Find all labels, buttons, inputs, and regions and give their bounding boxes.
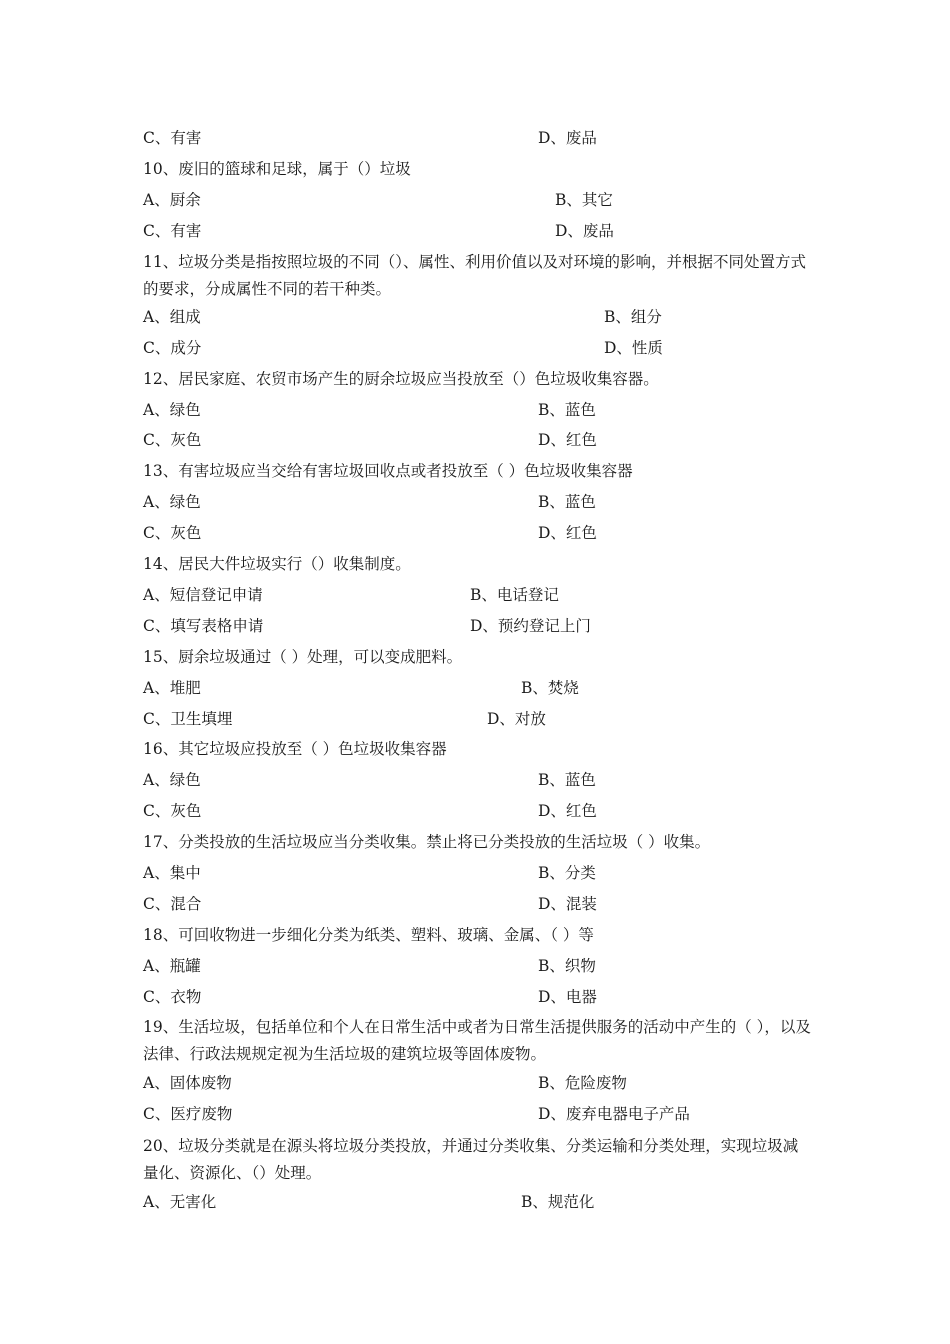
option-text: A、绿色 (143, 771, 201, 789)
option-text: A、组成 (143, 308, 201, 326)
question-text: 15、厨余垃圾通过（ ）处理，可以变成肥料。 (143, 648, 463, 666)
option-text: B、织物 (538, 957, 596, 975)
option-text: D、电器 (538, 988, 597, 1006)
option-text: C、医疗废物 (143, 1105, 233, 1123)
option-text: C、灰色 (143, 802, 202, 820)
question-text: 13、有害垃圾应当交给有害垃圾回收点或者投放至（ ）色垃圾收集容器 (143, 462, 633, 480)
option-text: B、蓝色 (538, 493, 596, 511)
option-text: A、固体废物 (143, 1074, 232, 1092)
option-text: B、分类 (538, 864, 596, 882)
option-text: C、混合 (143, 895, 202, 913)
option-text: B、其它 (555, 191, 613, 209)
option-text: B、组分 (604, 308, 662, 326)
option-text: C、有害 (143, 222, 202, 240)
option-text: C、有害 (143, 129, 202, 147)
option-text: B、焚烧 (521, 679, 579, 697)
question-text: 18、可回收物进一步细化分类为纸类、塑料、玻璃、金属、（ ）等 (143, 926, 594, 944)
question-text: 20、垃圾分类就是在源头将垃圾分类投放，并通过分类收集、分类运输和分类处理，实现垃圾减量化、资源化、（）处理。 (143, 1137, 799, 1182)
option-text: D、性质 (604, 339, 663, 357)
option-text: D、红色 (538, 431, 597, 449)
question-text: 19、生活垃圾，包括单位和个人在日常生活中或者为日常生活提供服务的活动中产生的（ ），以及法律、行政法规规定视为生活垃圾的建筑垃圾等固体废物。 (143, 1018, 811, 1063)
option-text: C、填写表格申请 (143, 617, 264, 635)
option-text: D、预约登记上门 (470, 617, 591, 635)
option-text: B、蓝色 (538, 401, 596, 419)
option-text: A、厨余 (143, 191, 201, 209)
option-text: B、危险废物 (538, 1074, 627, 1092)
option-text: A、短信登记申请 (143, 586, 263, 604)
option-text: D、红色 (538, 524, 597, 542)
question-text: 12、居民家庭、农贸市场产生的厨余垃圾应当投放至（）色垃圾收集容器。 (143, 370, 659, 388)
option-text: D、废品 (538, 129, 597, 147)
question-text: 14、居民大件垃圾实行（）收集制度。 (143, 555, 411, 573)
option-text: C、衣物 (143, 988, 202, 1006)
option-text: A、集中 (143, 864, 201, 882)
option-text: B、蓝色 (538, 771, 596, 789)
option-text: A、绿色 (143, 401, 201, 419)
option-text: D、废品 (555, 222, 614, 240)
option-text: A、堆肥 (143, 679, 201, 697)
option-text: A、绿色 (143, 493, 201, 511)
option-text: D、混装 (538, 895, 597, 913)
option-text: A、无害化 (143, 1193, 217, 1211)
question-text: 16、其它垃圾应投放至（ ）色垃圾收集容器 (143, 740, 447, 758)
option-text: B、电话登记 (470, 586, 559, 604)
option-text: C、灰色 (143, 431, 202, 449)
option-text: D、废弃电器电子产品 (538, 1105, 690, 1123)
option-text: D、对放 (487, 710, 546, 728)
question-text: 10、废旧的篮球和足球，属于（）垃圾 (143, 160, 411, 178)
option-text: A、瓶罐 (143, 957, 201, 975)
option-text: B、规范化 (521, 1193, 595, 1211)
option-text: C、灰色 (143, 524, 202, 542)
option-text: C、卫生填埋 (143, 710, 233, 728)
question-text: 17、分类投放的生活垃圾应当分类收集。禁止将已分类投放的生活垃圾（ ）收集。 (143, 833, 711, 851)
option-text: D、红色 (538, 802, 597, 820)
question-text: 11、垃圾分类是指按照垃圾的不同（）、属性、利用价值以及对环境的影响，并根据不同处置方式的要求，分成属性不同的若干种类。 (143, 253, 806, 298)
option-text: C、成分 (143, 339, 202, 357)
